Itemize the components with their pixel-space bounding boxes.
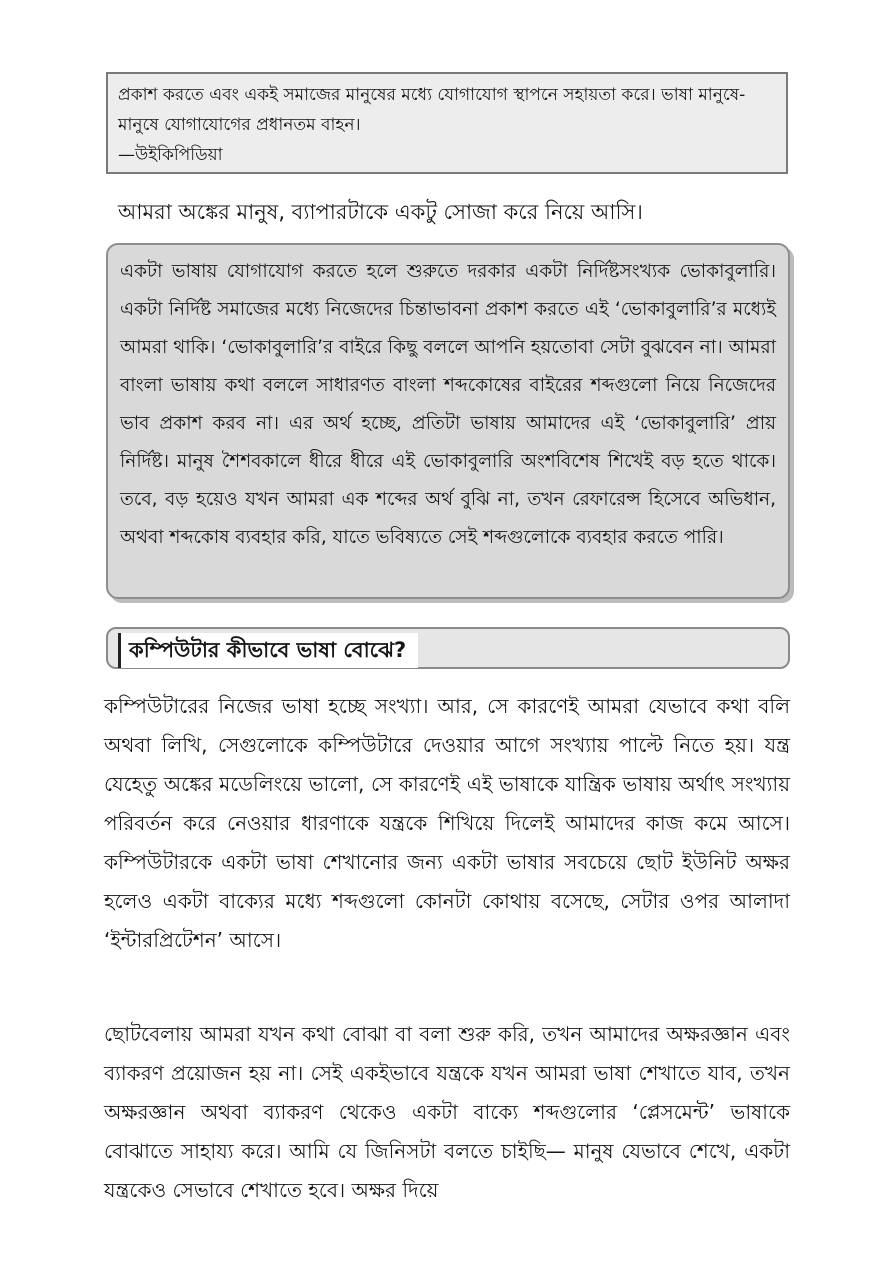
body-paragraph: ছোটবেলায় আমরা যখন কথা বোঝা বা বলা শুরু করি, তখন আমাদের অক্ষরজ্ঞান এবং ব্যাকরণ প্রয়োজন হয় না। সেই একইভাবে যন্ত্রকে যখন আমরা ভাষা শেখাতে যাব, তখন অক্ষরজ্ঞান অথবা ব্যাকরণ থেকেও একটা বাক্যে শব্দগুলোর ‘প্লেসমেন্ট’ ভাষাকে বোঝাতে সাহায্য করে। আমি যে জিনিসটা বলতে চাইছি— মানুষ যেভাবে শেখে, একটা যন্ত্রকেও সেভাবে শেখাতে হবে। অক্ষর দিয়ে — [104, 1022, 790, 1202]
quote-box — [106, 72, 788, 174]
section-heading — [106, 627, 790, 669]
quote-source: —উইকিপিডিয়া — [118, 145, 223, 165]
info-box-text: একটা ভাষায় যোগাযোগ করতে হলে শুরুতে দরকার একটা নির্দিষ্টসংখ্যক ভোকাবুলারি। একটা নির্দিষ্ট সমাজের মধ্যে নিজেদের চিন্তাভাবনা প্রকাশ করতে এই ‘ভোকাবুলারি’র মধ্যেই আমরা থাকি। ‘ভোকাবুলারি’র বাইরে কিছু বললে আপনি হয়তোবা সেটা বুঝবেন না। আমরা বাংলা ভাষায় কথা বললে সাধারণত বাংলা শব্দকোষের বাইরের শব্দগুলো নিয়ে নিজেদের ভাব প্রকাশ করব না। এর অর্থ হচ্ছে, প্রতিটা ভাষায় আমাদের এই ‘ভোকাবুলারি’ প্রায় নির্দিষ্ট। মানুষ শৈশবকালে ধীরে ধীরে এই ভোকাবুলারি অংশবিশেষ শিখেই বড় হতে থাকে। তবে, বড় হয়েও যখন আমরা এক শব্দের অর্থ বুঝি না, তখন রেফারেন্স হিসেবে অভিধান, অথবা শব্দকোষ ব্যবহার করি, যাতে ভবিষ্যতে সেই শব্দগুলোকে ব্যবহার করতে পারি। — [120, 261, 776, 548]
lead-sentence: আমরা অঙ্কের মানুষ, ব্যাপারটাকে একটু সোজা করে নিয়ে আসি। — [118, 200, 643, 224]
body-paragraph: কম্পিউটারের নিজের ভাষা হচ্ছে সংখ্যা। আর, সে কারণেই আমরা যেভাবে কথা বলি অথবা লিখি, সেগুলোকে কম্পিউটারে দেওয়ার আগে সংখ্যায় পাল্টে নিতে হয়। যন্ত্র যেহেতু অঙ্কের মডেলিংয়ে ভালো, সে কারণেই এই ভাষাকে যান্ত্রিক ভাষায় অর্থাৎ সংখ্যায় পরিবর্তন করে নেওয়ার ধারণাকে যন্ত্রকে শিখিয়ে দিলেই আমাদের কাজ কমে আসে। কম্পিউটারকে একটা ভাষা শেখানোর জন্য একটা ভাষার সবচেয়ে ছোট ইউনিট অক্ষর হলেও একটা বাক্যের মধ্যে শব্দগুলো কোনটা কোথায় বসেছে, সেটার ওপর আলাদা ‘ইন্টারপ্রিটেশন’ আসে। — [104, 694, 790, 952]
quote-text: প্রকাশ করতে এবং একই সমাজের মানুষের মধ্যে যোগাযোগ স্থাপনে সহায়তা করে। ভাষা মানুষে-মানুষে যোগাযোগের প্রধানতম বাহন। — [118, 85, 746, 135]
vocabulary-info-box — [106, 243, 790, 599]
section-title: কম্পিউটার কীভাবে ভাষা বোঝে? — [118, 633, 418, 668]
